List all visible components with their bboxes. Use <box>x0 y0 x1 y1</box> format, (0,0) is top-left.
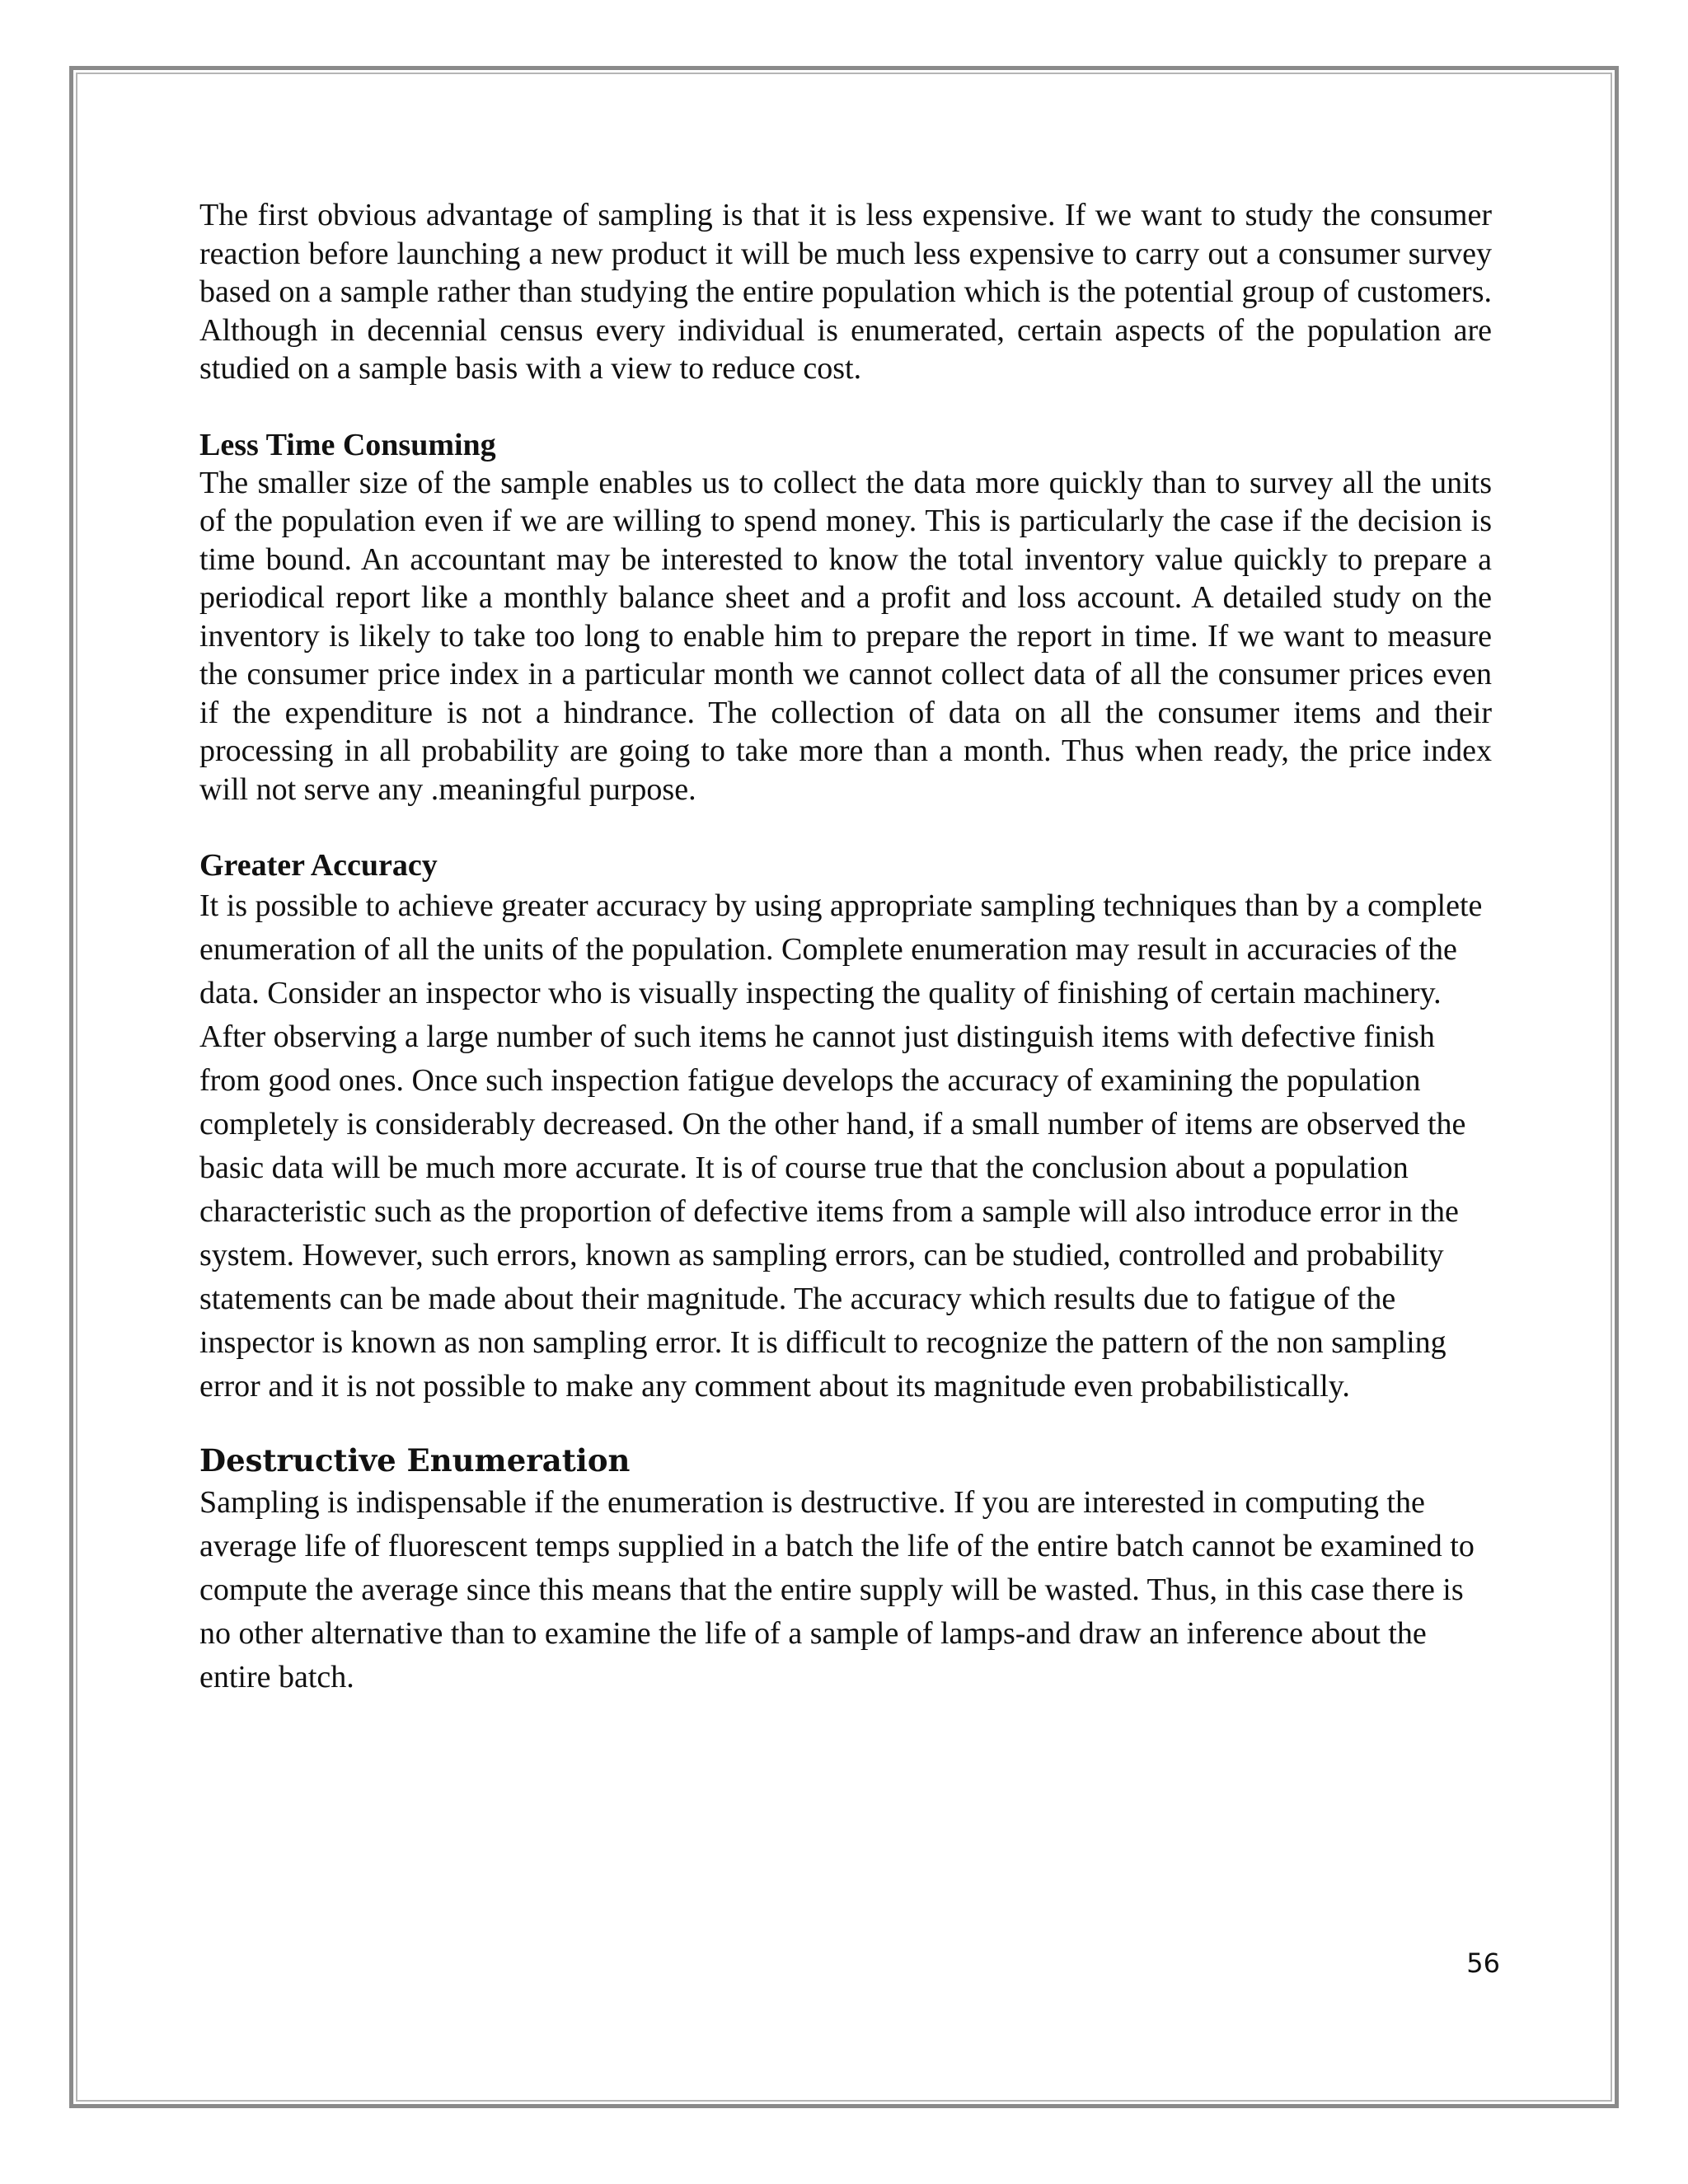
section-paragraph-destructive-enumeration: Sampling is indispensable if the enumeration is destructive. If you are interested in computing the average life of fluorescent temps supplied in a batch the life of the entire batch cannot be examined to compute the average since this means that the entire supply will be wasted. Thus, in this case there is no other alternative than to examine the life of a sample of lamps-and draw an inference about the entire batch. <box>199 1485 1475 1694</box>
section-paragraph-greater-accuracy: It is possible to achieve greater accuracy by using appropriate sampling techniques than by a complete enumeration of all the units of the population. Complete enumeration may result in accuracies of the data. Consider an inspector who is visually inspecting the quality of finishing of certain machinery. After observing a large number of such items he cannot just distinguish items with defective finish from good ones. Once such inspection fatigue develops the accuracy of examining the population completely is considerably decreased. On the other hand, if a small number of items are observed the basic data will be much more accurate. It is of course true that the conclusion about a population characteristic such as the proportion of defective items from a sample will also introduce error in the system. However, such errors, known as sampling errors, can be studied, controlled and probability statements can be made about their magnitude. The accuracy which results due to fatigue of the inspector is known as non sampling error. It is difficult to recognize the pattern of the non sampling error and it is not possible to make any comment about its magnitude even probabilistically. <box>199 888 1483 1404</box>
page-content <box>199 196 1492 1699</box>
section-heading-greater-accuracy: Greater Accuracy <box>199 848 438 883</box>
section-heading-less-time-consuming: Less Time Consuming <box>199 427 496 462</box>
section-paragraph-less-time-consuming: The smaller size of the sample enables us to collect the data more quickly than to survey all the units of the population even if we are willing to spend money. This is particularly the case if the decision is time bound. An accountant may be interested to know the total inventory value quickly to prepare a periodical report like a monthly balance sheet and a profit and loss account. A detailed study on the inventory is likely to take too long to enable him to prepare the report in time. If we want to measure the consumer price index in a particular month we cannot collect data of all the consumer prices even if the expenditure is not a hindrance. The collection of data on all the consumer items and their processing in all probability are going to take more than a month. Thus when ready, the price index will not serve any .meaningful purpose. <box>199 465 1492 807</box>
section-heading-destructive-enumeration: Destructive Enumeration <box>199 1442 631 1479</box>
page-number: 56 <box>1466 1947 1500 1979</box>
intro-paragraph: The first obvious advantage of sampling is that it is less expensive. If we want to study the consumer reaction before launching a new product it will be much less expensive to carry out a consumer survey based on a sample rather than studying the entire population which is the potential group of customers. Although in decennial census every individual is enumerated, certain aspects of the population are studied on a sample basis with a view to reduce cost. <box>199 198 1492 386</box>
